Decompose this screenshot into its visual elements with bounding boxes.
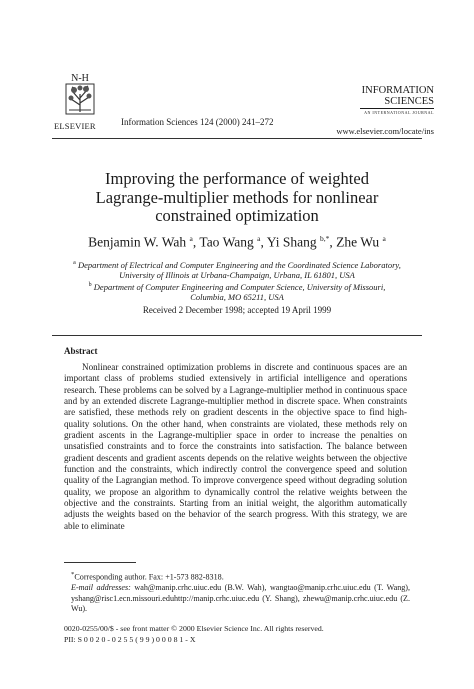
title-line: Improving the performance of weighted: [105, 169, 369, 188]
title-line: constrained optimization: [155, 206, 319, 225]
elsevier-logo: [60, 72, 100, 116]
author-list: [40, 234, 434, 251]
publisher-name: ELSEVIER: [54, 121, 96, 131]
journal-brand: [314, 85, 434, 115]
affiliation-mark: b,*: [319, 234, 330, 243]
front-matter: [64, 624, 410, 645]
affiliation-b: [52, 280, 422, 292]
copyright-line: 0020-0255/00/$ - see front matter © 2000 Elsevier Science Inc. All rights reserved.: [64, 624, 324, 633]
journal-subtitle: AN INTERNATIONAL JOURNAL: [364, 110, 434, 115]
affiliation-mark: a: [382, 234, 386, 243]
journal-url[interactable]: www.elsevier.com/locate/ins: [336, 126, 434, 136]
affiliation-a-cont: University of Illinois at Urbana-Champaign, Urbana, IL 61801, USA: [119, 269, 355, 280]
affiliation-mark: a: [189, 234, 193, 243]
corresponding-author-note: [64, 570, 410, 583]
footnote-rule: [64, 562, 136, 563]
title-line: Lagrange-multiplier methods for nonlinear: [95, 187, 379, 207]
elsevier-tree-icon: [60, 72, 100, 116]
journal-title-line2: SCIENCES: [384, 96, 434, 107]
corresponding-text: Corresponding author. Fax: +1-573 882-8318.: [74, 572, 224, 582]
affiliation-a: [52, 258, 422, 270]
affiliation-a-mark: a: [73, 260, 76, 266]
abstract-top-rule: [52, 335, 422, 336]
journal-title-line1: INFORMATION: [361, 85, 434, 96]
footnotes: [64, 570, 410, 615]
header-divider: [52, 138, 422, 139]
journal-rule: [360, 108, 434, 109]
author-name: Tao Wang: [199, 234, 254, 250]
affiliation-mark: a: [257, 234, 261, 243]
affiliations: [52, 258, 422, 302]
author-separator: ,: [260, 234, 267, 250]
email-addresses[interactable]: wah@manip.crhc.uiuc.edu (B.W. Wah), wangtao@manip.crhc.uiuc.edu (T. Wang), yshang@risc1.ecn.missouri.eduhttp://manip.crhc.uiuc.edu (Y. Shang), zhewu@manip.crhc.uiuc.edu (Z. Wu).: [71, 583, 411, 614]
logo-glyph: N-H: [71, 73, 89, 84]
abstract-heading: Abstract: [64, 346, 98, 356]
author-name: Zhe Wu: [336, 234, 380, 250]
author-name: Yi Shang: [266, 234, 317, 250]
author-separator: ,: [329, 234, 337, 250]
journal-citation: Information Sciences 124 (2000) 241–272: [121, 117, 274, 127]
affiliation-b-mark: b: [88, 281, 92, 288]
affiliation-a-line1: Department of Electrical and Computer Engineering and the Coordinated Science Laboratory,: [77, 259, 401, 270]
paper-title: [40, 170, 434, 226]
pii-line: PII: S 0 0 2 0 - 0 2 5 5 ( 9 9 ) 0 0 0 8 1 - X: [64, 634, 196, 644]
abstract-text: Nonlinear constrained optimization problems in discrete and continuous spaces are an important class of problems studied extensively in artificial intelligence and operations research. These problems can be solved by a Lagrange-multiplier method in continuous space and by an extended discrete Lagrange-multiplier method in discrete space. When constraints are satisfied, these methods rely on gradient descents in the objective space to find high-quality solutions. On the other hand, when constraints are violated, these methods rely on gradient ascents in the Lagrange-multiplier space in order to increase the penalties on unsatisfied constraints and to force the constraints into satisfaction. The balance between gradient descents and gradient ascents depends on the relative weights between the objective function and the constraints, which indirectly control the convergence speed and solution quality of the Lagrangian method. To improve convergence speed without degrading solution quality, we propose an algorithm to dynamically control the relative weights between the objective and the constraints. Starting from an initial weight, the algorithm automatically adjusts the weights based on the behavior of the search progress. With this strategy, we are able to eliminate: [64, 362, 407, 531]
affiliation-b-cont: Columbia, MO 65211, USA: [190, 291, 284, 302]
email-note: [64, 583, 410, 615]
author-name: Benjamin W. Wah: [88, 234, 187, 250]
email-label: E-mail addresses:: [71, 583, 131, 593]
received-dates: Received 2 December 1998; accepted 19 April 1999: [142, 305, 332, 315]
corresponding-mark: *: [71, 571, 75, 578]
affiliation-b-line1: Department of Computer Engineering and Computer Science, University of Missouri,: [93, 281, 386, 292]
author-separator: ,: [192, 234, 200, 250]
